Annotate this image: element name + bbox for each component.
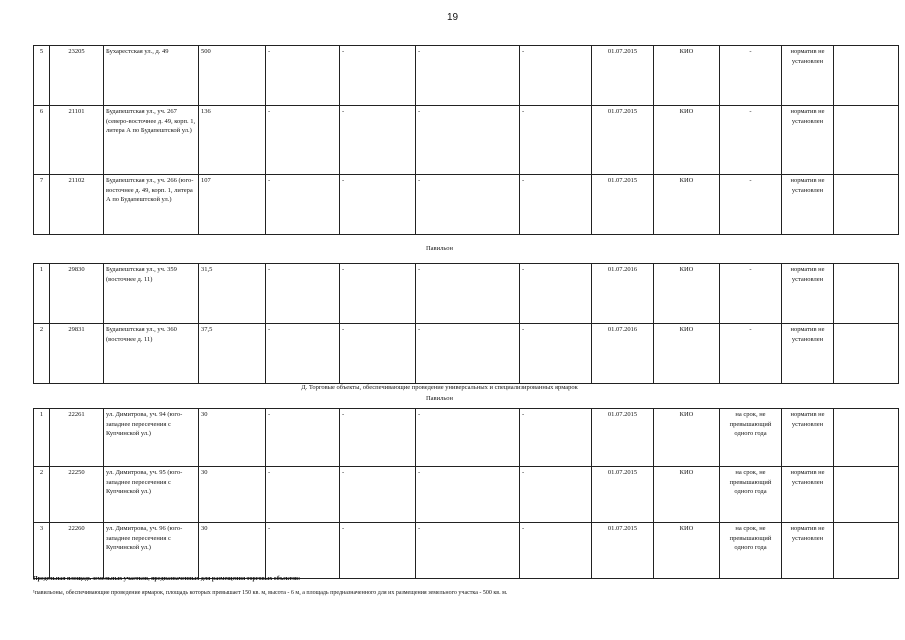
organization-cell: КИО bbox=[654, 324, 720, 384]
organization-cell: КИО bbox=[654, 467, 720, 523]
col-8-cell: - bbox=[520, 175, 592, 235]
section-heading: Павильон bbox=[425, 395, 454, 402]
table-row bbox=[34, 175, 899, 235]
date-cell: 01.07.2015 bbox=[592, 106, 654, 175]
row-number-cell: 1 bbox=[34, 409, 50, 467]
address-cell: ул. Димитрова, уч. 94 (юго-западнее пересечения с Купчинской ул.) bbox=[104, 409, 199, 467]
term-cell: на срок, не превышающий одного года bbox=[720, 467, 782, 523]
col-8-cell: - bbox=[520, 523, 592, 579]
col-6-cell: - bbox=[340, 264, 416, 324]
area-cell: 136 bbox=[199, 106, 266, 175]
area-cell: 30 bbox=[199, 467, 266, 523]
area-cell: 30 bbox=[199, 409, 266, 467]
col-7-cell: - bbox=[416, 523, 520, 579]
row-number-cell: 7 bbox=[34, 175, 50, 235]
notes-cell bbox=[834, 106, 899, 175]
organization-cell: КИО bbox=[654, 106, 720, 175]
table-row bbox=[34, 264, 899, 324]
col-7-cell: - bbox=[416, 106, 520, 175]
area-cell: 107 bbox=[199, 175, 266, 235]
row-number-cell: 2 bbox=[34, 467, 50, 523]
section-heading: Д. Торговые объекты, обеспечивающие проведение универсальных и специализированных ярмарок bbox=[301, 384, 578, 391]
registry-number-cell: 22250 bbox=[50, 467, 104, 523]
section-heading: Павильон bbox=[425, 245, 454, 252]
registry-number-cell: 29831 bbox=[50, 324, 104, 384]
term-cell: - bbox=[720, 175, 782, 235]
col-6-cell: - bbox=[340, 175, 416, 235]
address-cell: Будапештская ул., уч. 360 (восточнее д. 11) bbox=[104, 324, 199, 384]
col-5-cell: - bbox=[266, 175, 340, 235]
address-cell: Будапештская ул., уч. 359 (восточнее д. 11) bbox=[104, 264, 199, 324]
col-5-cell: - bbox=[266, 409, 340, 467]
registry-table bbox=[33, 263, 899, 384]
col-8-cell: - bbox=[520, 106, 592, 175]
term-cell: - bbox=[720, 46, 782, 106]
norm-cell: норматив не установлен bbox=[782, 106, 834, 175]
col-6-cell: - bbox=[340, 409, 416, 467]
col-5-cell: - bbox=[266, 467, 340, 523]
address-cell: Бухарестская ул., д. 49 bbox=[104, 46, 199, 106]
norm-cell: норматив не установлен bbox=[782, 324, 834, 384]
table-row bbox=[34, 324, 899, 384]
organization-cell: КИО bbox=[654, 409, 720, 467]
date-cell: 01.07.2015 bbox=[592, 175, 654, 235]
page-number: 19 bbox=[446, 12, 459, 23]
col-8-cell: - bbox=[520, 467, 592, 523]
registry-number-cell: 22260 bbox=[50, 523, 104, 579]
organization-cell: КИО bbox=[654, 523, 720, 579]
date-cell: 01.07.2015 bbox=[592, 46, 654, 106]
term-cell: на срок, не превышающий одного года bbox=[720, 409, 782, 467]
date-cell: 01.07.2015 bbox=[592, 523, 654, 579]
area-cell: 30 bbox=[199, 523, 266, 579]
notes-cell bbox=[834, 409, 899, 467]
notes-cell bbox=[834, 46, 899, 106]
table-row bbox=[34, 106, 899, 175]
col-8-cell: - bbox=[520, 264, 592, 324]
row-number-cell: 6 bbox=[34, 106, 50, 175]
date-cell: 01.07.2016 bbox=[592, 324, 654, 384]
table-row bbox=[34, 46, 899, 106]
col-8-cell: - bbox=[520, 324, 592, 384]
address-cell: Будапештская ул., уч. 266 (юго-восточнее д. 49, корп. 1, литера А по Будапештской ул.) bbox=[104, 175, 199, 235]
notes-cell bbox=[834, 523, 899, 579]
notes-cell bbox=[834, 467, 899, 523]
registry-table bbox=[33, 45, 899, 235]
col-7-cell: - bbox=[416, 46, 520, 106]
col-7-cell: - bbox=[416, 175, 520, 235]
col-6-cell: - bbox=[340, 523, 416, 579]
table-row bbox=[34, 409, 899, 467]
address-cell: ул. Димитрова, уч. 96 (юго-западнее пересечения с Купчинской ул.) bbox=[104, 523, 199, 579]
date-cell: 01.07.2016 bbox=[592, 264, 654, 324]
registry-table bbox=[33, 408, 899, 579]
row-number-cell: 1 bbox=[34, 264, 50, 324]
registry-number-cell: 23205 bbox=[50, 46, 104, 106]
area-cell: 37,5 bbox=[199, 324, 266, 384]
organization-cell: КИО bbox=[654, 264, 720, 324]
col-7-cell: - bbox=[416, 467, 520, 523]
col-5-cell: - bbox=[266, 46, 340, 106]
registry-number-cell: 21101 bbox=[50, 106, 104, 175]
table-row bbox=[34, 523, 899, 579]
term-cell: - bbox=[720, 324, 782, 384]
norm-cell: норматив не установлен bbox=[782, 467, 834, 523]
table-row bbox=[34, 467, 899, 523]
col-8-cell: - bbox=[520, 46, 592, 106]
col-6-cell: - bbox=[340, 324, 416, 384]
col-5-cell: - bbox=[266, 324, 340, 384]
col-6-cell: - bbox=[340, 106, 416, 175]
norm-cell: норматив не установлен bbox=[782, 523, 834, 579]
col-7-cell: - bbox=[416, 409, 520, 467]
registry-number-cell: 29830 bbox=[50, 264, 104, 324]
row-number-cell: 3 bbox=[34, 523, 50, 579]
col-8-cell: - bbox=[520, 409, 592, 467]
date-cell: 01.07.2015 bbox=[592, 467, 654, 523]
notes-cell bbox=[834, 175, 899, 235]
notes-cell bbox=[834, 264, 899, 324]
col-6-cell: - bbox=[340, 46, 416, 106]
term-cell: - bbox=[720, 106, 782, 175]
col-7-cell: - bbox=[416, 264, 520, 324]
address-cell: Будапештская ул., уч. 267 (северо-восточнее д. 49, корп. 1, литера А по Будапештской ул.) bbox=[104, 106, 199, 175]
footnote-text: ¹павильоны, обеспечивающие проведение ярмарок, площадь которых превышает 150 кв. м, высота - 6 м, а площадь предназначенного для их размещения земельного участка - 500 кв. м. bbox=[33, 590, 508, 596]
norm-cell: норматив не установлен bbox=[782, 264, 834, 324]
footnote-heading: Предельная площадь земельных участков, предназначенных для размещения торговых объектов: bbox=[33, 576, 301, 582]
term-cell: на срок, не превышающий одного года bbox=[720, 523, 782, 579]
registry-number-cell: 21102 bbox=[50, 175, 104, 235]
row-number-cell: 5 bbox=[34, 46, 50, 106]
term-cell: - bbox=[720, 264, 782, 324]
col-5-cell: - bbox=[266, 523, 340, 579]
notes-cell bbox=[834, 324, 899, 384]
area-cell: 500 bbox=[199, 46, 266, 106]
organization-cell: КИО bbox=[654, 46, 720, 106]
date-cell: 01.07.2015 bbox=[592, 409, 654, 467]
col-6-cell: - bbox=[340, 467, 416, 523]
col-7-cell: - bbox=[416, 324, 520, 384]
address-cell: ул. Димитрова, уч. 95 (юго-западнее пересечения с Купчинской ул.) bbox=[104, 467, 199, 523]
norm-cell: норматив не установлен bbox=[782, 46, 834, 106]
col-5-cell: - bbox=[266, 106, 340, 175]
norm-cell: норматив не установлен bbox=[782, 409, 834, 467]
registry-number-cell: 22261 bbox=[50, 409, 104, 467]
row-number-cell: 2 bbox=[34, 324, 50, 384]
norm-cell: норматив не установлен bbox=[782, 175, 834, 235]
organization-cell: КИО bbox=[654, 175, 720, 235]
col-5-cell: - bbox=[266, 264, 340, 324]
area-cell: 31,5 bbox=[199, 264, 266, 324]
